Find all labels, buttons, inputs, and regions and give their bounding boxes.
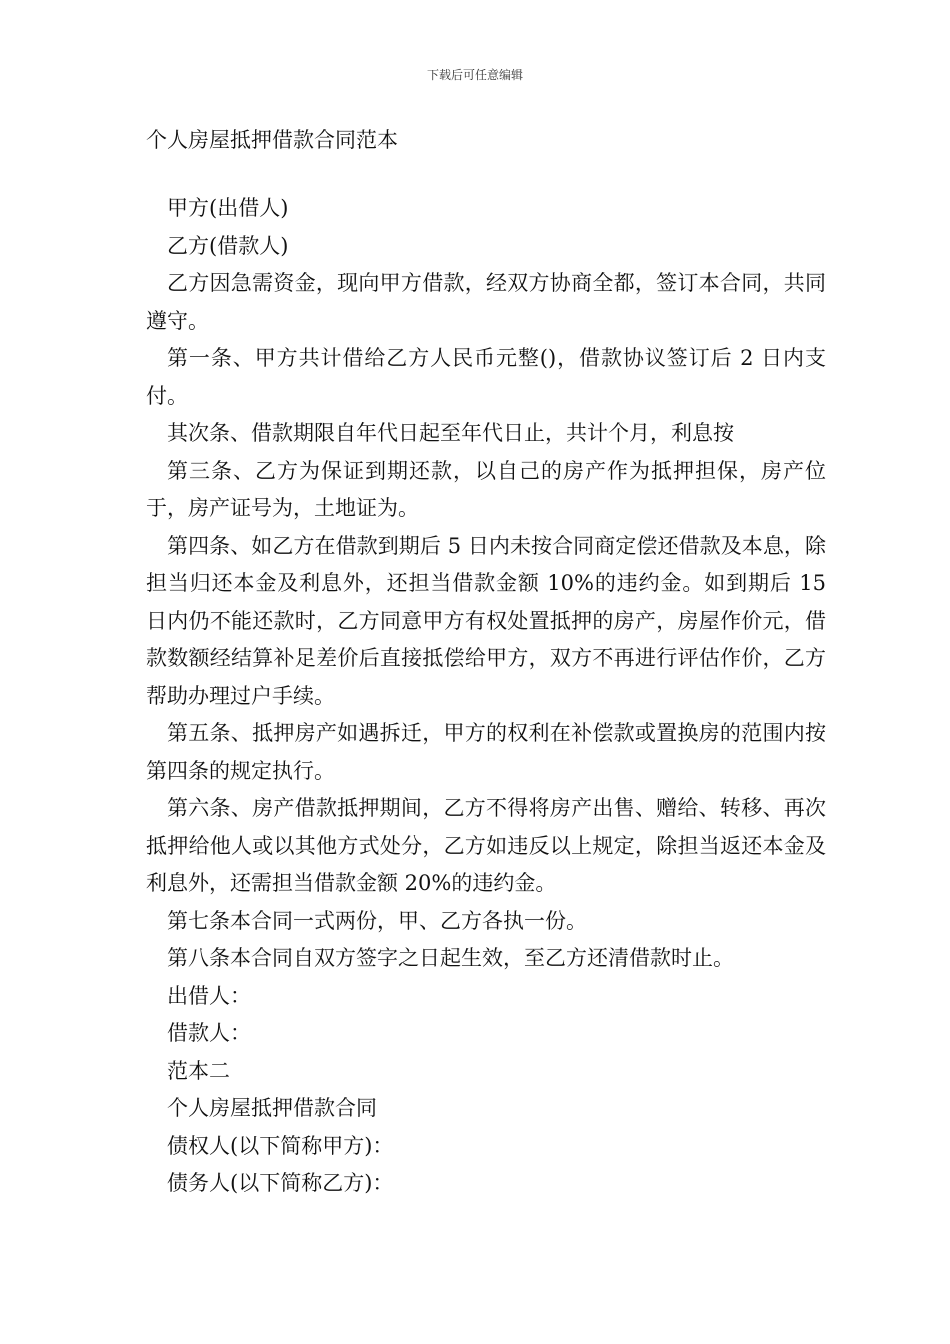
clause-2: 其次条、借款期限自年代日起至年代日止，共计个月，利息按 bbox=[167, 421, 734, 445]
creditor-line: 债权人(以下简称甲方)： bbox=[167, 1133, 394, 1158]
lender-signature-line: 出借人： bbox=[167, 983, 251, 1008]
contract-two-title: 个人房屋抵押借款合同 bbox=[167, 1096, 377, 1120]
clause-8: 第八条本合同自双方签字之日起生效，至乙方还清借款时止。 bbox=[167, 946, 734, 970]
clause-3: 第三条、乙方为保证到期还款，以自己的房产作为抵押担保，房产位于，房产证号为，土地证为。 bbox=[146, 458, 826, 520]
page-header: 下载后可任意编辑 bbox=[426, 68, 523, 82]
clause-6: 第六条、房产借款抵押期间，乙方不得将房产出售、赠给、转移、再次抵押给他人或以其他方式处分，乙方如违反以上规定，除担当返还本金及利息外，还需担当借款金额 20%的违约金。 bbox=[146, 796, 826, 895]
clause-4: 第四条、如乙方在借款到期后 5 日内未按合同商定偿还借款及本息，除担当归还本金及利息外，还担当借款金额 10%的违约金。如到期后 15 日内仍不能还款时，乙方同意甲方有权处置抵押的房产，房屋作价元，借款数额经结算补足差价后直接抵偿给甲方，双方不再进行评估作价，乙方帮助办理过户手续。 bbox=[146, 533, 833, 708]
debtor-line: 债务人(以下简称乙方)： bbox=[167, 1171, 394, 1195]
borrower-signature-line: 借款人： bbox=[167, 1021, 251, 1045]
party-b-line: 乙方(借款人) bbox=[167, 233, 289, 258]
document-title: 个人房屋抵押借款合同范本 bbox=[146, 128, 398, 152]
preamble-paragraph: 乙方因急需资金，现向甲方借款，经双方协商全都，签订本合同，共同遵守。 bbox=[146, 271, 826, 333]
template-two-heading: 范本二 bbox=[167, 1058, 230, 1083]
party-a-line: 甲方(出借人) bbox=[167, 196, 289, 220]
clause-1: 第一条、甲方共计借给乙方人民币元整()，借款协议签订后 2 日内支付。 bbox=[146, 346, 826, 408]
document-body bbox=[146, 190, 833, 1203]
clause-5: 第五条、抵押房产如遇拆迁，甲方的权利在补偿款或置换房的范围内按第四条的规定执行。 bbox=[146, 721, 826, 783]
clause-7: 第七条本合同一式两份，甲、乙方各执一份。 bbox=[167, 908, 587, 933]
